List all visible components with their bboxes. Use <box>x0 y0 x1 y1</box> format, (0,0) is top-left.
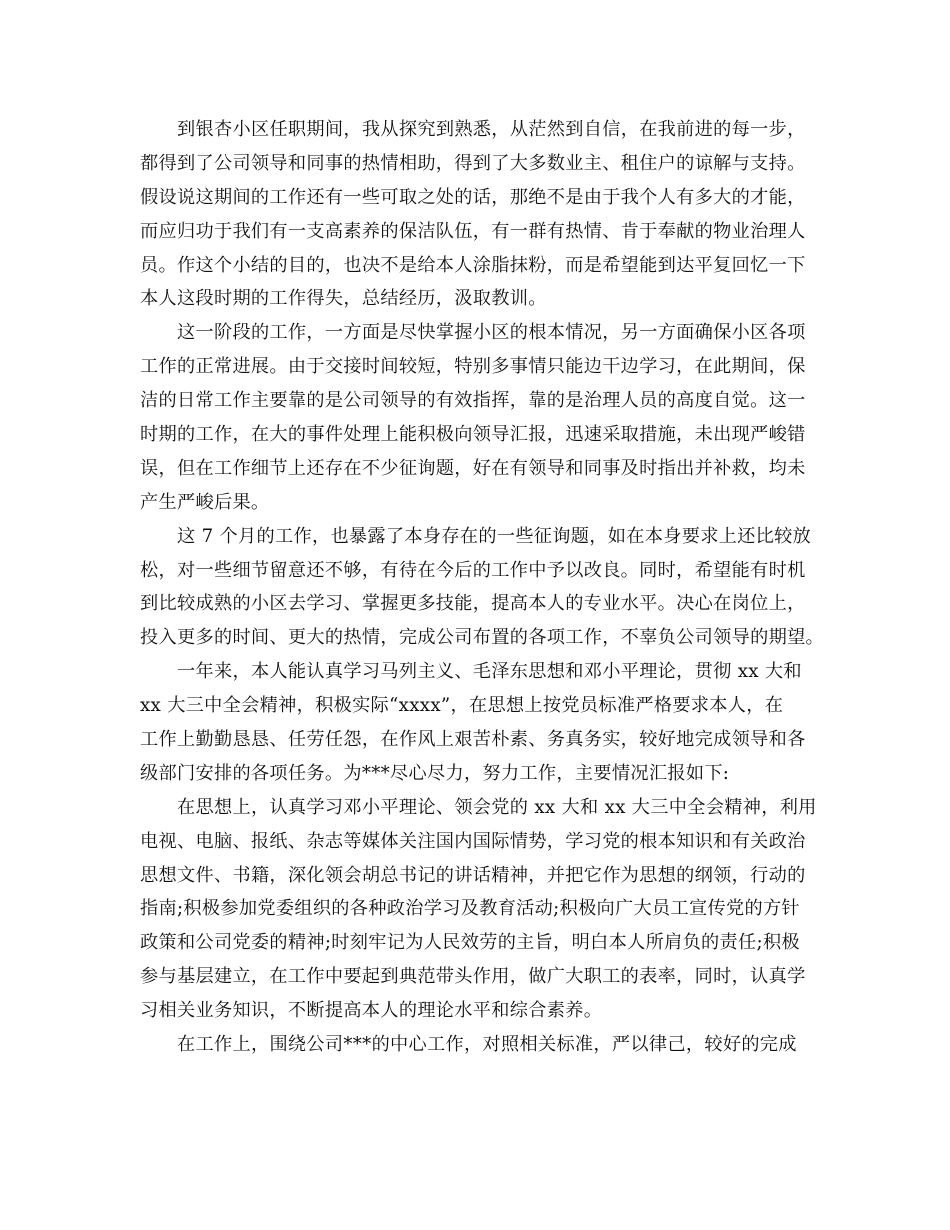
document-body <box>140 113 830 1062</box>
text-line: 在工作上，围绕公司***的中心工作，对照相关标准，严以律己，较好的完成 <box>177 1034 797 1056</box>
text-line: 习相关业务知识，不断提高本人的理论水平和综合素养。 <box>140 1000 603 1022</box>
text-line: 而应归功于我们有一支高素养的保洁队伍，有一群有热情、肯于奉献的物业治理人 <box>140 220 806 242</box>
text-line: 思想文件、书籍，深化领会胡总书记的讲话精神，并把它作为思想的纲领，行动的 <box>140 864 806 886</box>
text-line: 产生严峻后果。 <box>140 491 270 513</box>
text-line: 误，但在工作细节上还存在不少征询题，好在有领导和同事及时指出并补救，均未 <box>140 457 806 479</box>
text-line: 参与基层建立，在工作中要起到典范带头作用，做广大职工的表率，同时，认真学 <box>140 966 806 988</box>
text-line: 假设说这期间的工作还有一些可取之处的话，那绝不是由于我个人有多大的才能， <box>140 186 806 208</box>
text-line: xx 大三中全会精神，积极实际“xxxx”，在思想上按党员标准严格要求本人，在 <box>140 695 784 717</box>
text-line: 在思想上，认真学习邓小平理论、领会党的 xx 大和 xx 大三中全会精神，利用 <box>177 796 817 818</box>
text-line: 本人这段时期的工作得失，总结经历，汲取教训。 <box>140 288 547 310</box>
text-line: 到比较成熟的小区去学习、掌握更多技能，提高本人的专业水平。决心在岗位上， <box>140 593 806 615</box>
text-line: 洁的日常工作主要靠的是公司领导的有效指挥，靠的是治理人员的高度自觉。这一 <box>140 390 806 412</box>
text-line: 投入更多的时间、更大的热情，完成公司布置的各项工作，不辜负公司领导的期望。 <box>140 627 825 649</box>
text-line: 时期的工作，在大的事件处理上能积极向领导汇报，迅速采取措施，未出现严峻错 <box>140 424 806 446</box>
text-line: 这 7 个月的工作，也暴露了本身存在的一些征询题，如在本身要求上还比较放 <box>177 525 812 547</box>
text-line: 指南;积极参加党委组织的各种政治学习及教育活动;积极向广大员工宣传党的方针 <box>140 898 800 920</box>
text-line: 工作上勤勤恳恳、任劳任怨，在作风上艰苦朴素、务真务实，较好地完成领导和各 <box>140 729 806 751</box>
text-line: 政策和公司党委的精神;时刻牢记为人民效劳的主旨，明白本人所肩负的责任;积极 <box>140 932 800 954</box>
text-line: 员。作这个小结的目的，也决不是给本人涂脂抹粉，而是希望能到达平复回忆一下 <box>140 254 806 276</box>
text-line: 工作的正常进展。由于交接时间较短，特别多事情只能边干边学习，在此期间，保 <box>140 356 806 378</box>
text-line: 电视、电脑、报纸、杂志等媒体关注国内国际情势，学习党的根本知识和有关政治 <box>140 830 806 852</box>
text-line: 一年来，本人能认真学习马列主义、毛泽东思想和邓小平理论，贯彻 xx 大和 <box>177 661 802 683</box>
text-line: 都得到了公司领导和同事的热情相助，得到了大多数业主、租住户的谅解与支持。 <box>140 152 806 174</box>
text-line: 松，对一些细节留意还不够，有待在今后的工作中予以改良。同时，希望能有时机 <box>140 559 806 581</box>
text-line: 这一阶段的工作，一方面是尽快掌握小区的根本情况，另一方面确保小区各项 <box>177 322 806 344</box>
text-line: 级部门安排的各项任务。为***尽心尽力，努力工作，主要情况汇报如下: <box>140 762 730 784</box>
text-line: 到银杏小区任职期间，我从探究到熟悉，从茫然到自信，在我前进的每一步， <box>177 119 806 140</box>
